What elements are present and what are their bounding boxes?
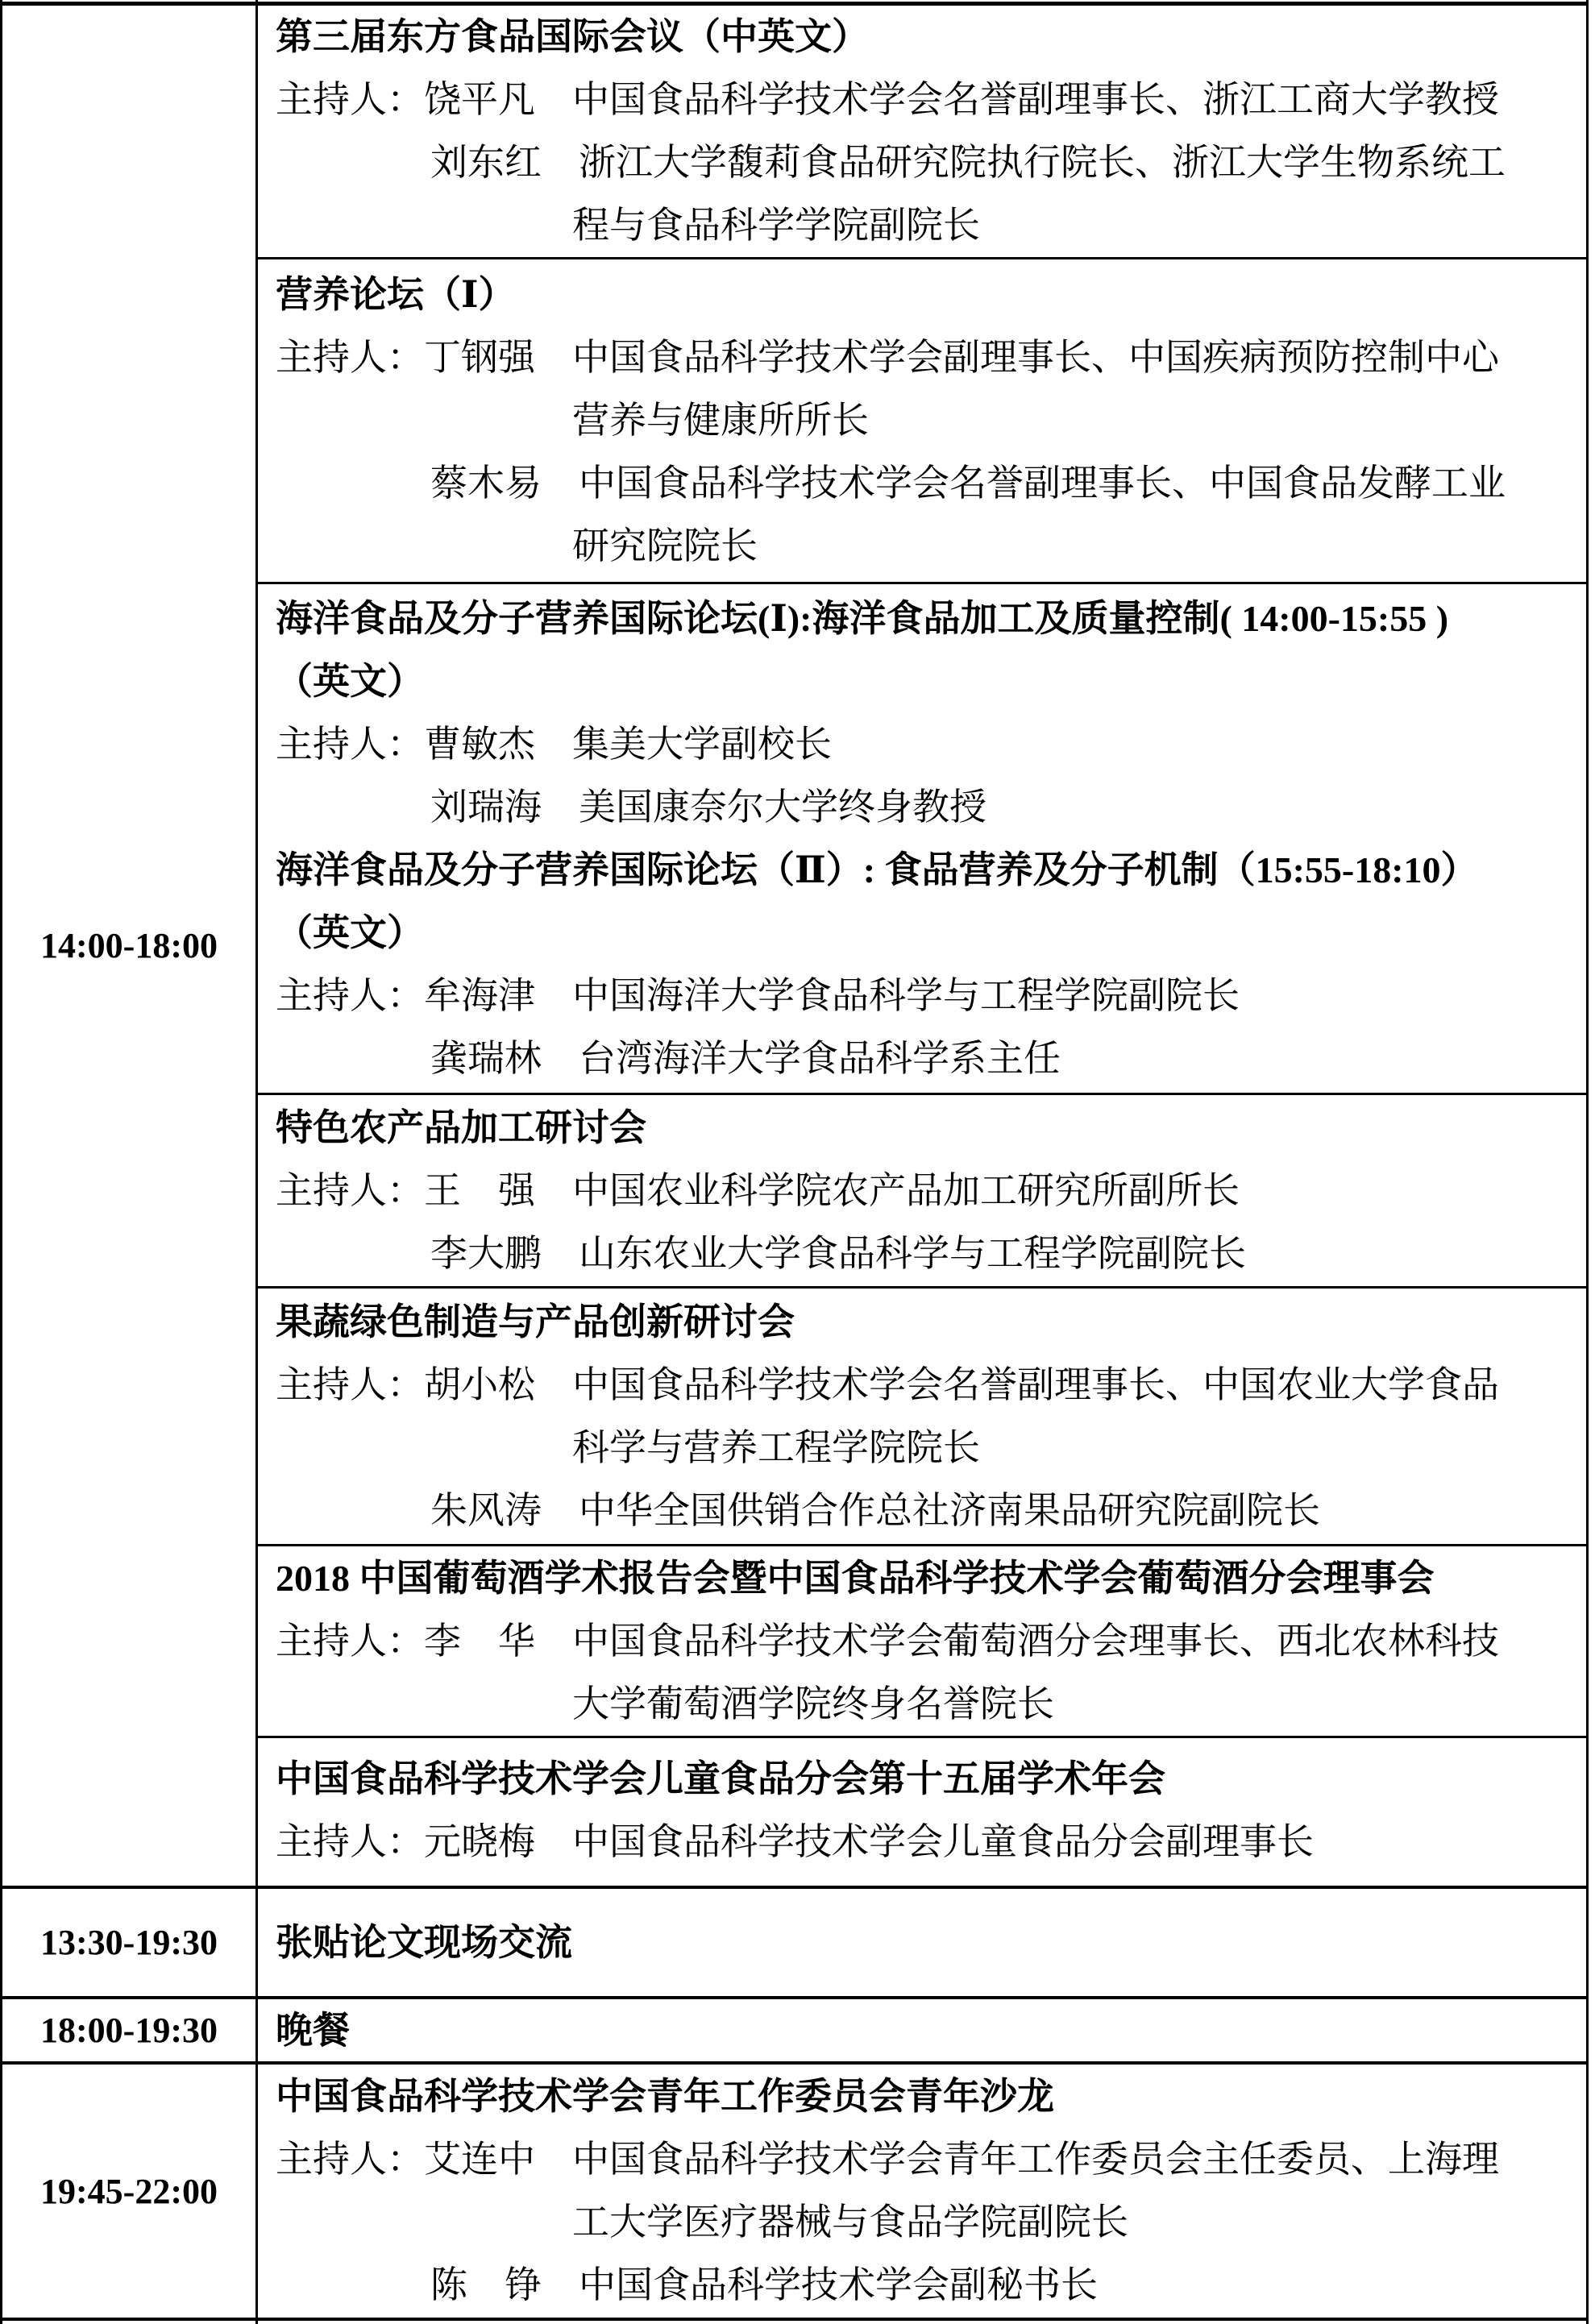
host-line: 主持人：丁钢强 中国食品科学技术学会副理事长、中国疾病预防控制中心 [276,337,1499,378]
host-name-line: 朱风涛 中华全国供销合作总社济南果品研究院副院长 [430,1489,1320,1531]
time-cell: 18:00-19:30 [2,1999,258,2061]
session-title-line: 海洋食品及分子营养国际论坛(Ⅰ):海洋食品加工及质量控制( 14:00-15:55 ) [276,597,1449,639]
table-bottom-sliver [2,2318,1586,2324]
time-column-sliver [2,2321,258,2324]
time-cell: 13:30-19:30 [2,1889,258,1996]
host-name-line: 陈 铮 中国食品科学技术学会副秘书长 [430,2264,1098,2305]
host-line: 主持人：曹敏杰 集美大学副校长 [276,723,832,765]
session-section [258,1736,1586,1883]
session-cell [258,1889,1586,1996]
session-cell [258,2065,1586,2318]
session-section [258,582,1586,1093]
host-name-line: 刘东红 浙江大学馥莉食品研究院执行院长、浙江大学生物系统工 [430,142,1506,183]
host-line: 主持人：饶平凡 中国食品科学技术学会名誉副理事长、浙江工商大学教授 [276,79,1499,120]
session-title-line: 中国食品科学技术学会青年工作委员会青年沙龙 [276,2076,1054,2117]
host-continuation-line: 营养与健康所所长 [572,400,869,441]
host-name-line: 龚瑞林 台湾海洋大学食品科学系主任 [430,1037,1061,1079]
session-title-line: （英文） [276,660,424,702]
content-column-sliver [258,2321,1586,2324]
host-name-line: 刘瑞海 美国康奈尔大学终身教授 [430,786,986,828]
host-name-line: 蔡木易 中国食品科学技术学会名誉副理事长、中国食品发酵工业 [430,463,1506,504]
time-cell: 14:00-18:00 [2,6,258,1886]
host-line: 主持人：牟海津 中国海洋大学食品科学与工程学院副院长 [276,974,1240,1016]
session-section [258,1999,1586,2061]
session-title-line: 果蔬绿色制造与产品创新研讨会 [276,1301,795,1343]
session-title-line: 2018 中国葡萄酒学术报告会暨中国食品科学技术学会葡萄酒分会理事会 [276,1557,1435,1599]
host-continuation-line: 大学葡萄酒学院终身名誉院长 [572,1683,1054,1724]
session-cell [258,1999,1586,2061]
session-title-line: 中国食品科学技术学会儿童食品分会第十五届学术年会 [276,1758,1165,1799]
time-cell: 19:45-22:00 [2,2065,258,2318]
session-section [258,257,1586,582]
host-line: 主持人：艾连中 中国食品科学技术学会青年工作委员会主任委员、上海理 [276,2139,1499,2180]
session-title-line: 张贴论文现场交流 [276,1921,572,1963]
session-title-line: （英文） [276,911,424,953]
session-title-line: 特色农产品加工研讨会 [276,1106,646,1148]
host-line: 主持人：胡小松 中国食品科学技术学会名誉副理事长、中国农业大学食品 [276,1363,1499,1405]
session-title-line: 营养论坛（Ⅰ） [276,274,516,315]
table-row [2,1996,1586,2061]
session-section [258,1889,1586,1996]
session-section [258,1093,1586,1286]
session-section [258,1286,1586,1544]
host-continuation-line: 工大学医疗器械与食品学院副院长 [572,2202,1128,2243]
session-section [258,1544,1586,1736]
session-section [258,2065,1586,2318]
session-section [258,6,1586,257]
session-title-line: 晚餐 [276,2010,350,2051]
host-line: 主持人：李 华 中国食品科学技术学会葡萄酒分会理事长、西北农林科技 [276,1620,1499,1662]
table-row [2,2,1586,1886]
host-line: 主持人：王 强 中国农业科学院农产品加工研究所副所长 [276,1169,1240,1211]
session-title-line: 海洋食品及分子营养国际论坛（Ⅱ）: 食品营养及分子机制（15:55-18:10） [276,849,1478,890]
session-title-line: 第三届东方食品国际会议（中英文） [276,16,869,57]
table-row [2,2061,1586,2318]
host-continuation-line: 科学与营养工程学院院长 [572,1426,980,1468]
host-line: 主持人：元晓梅 中国食品科学技术学会儿童食品分会副理事长 [276,1821,1314,1862]
table-row [2,1886,1586,1996]
session-cell [258,6,1586,1886]
host-continuation-line: 研究院院长 [572,525,758,566]
host-name-line: 李大鹏 山东农业大学食品科学与工程学院副院长 [430,1232,1246,1274]
host-continuation-line: 程与食品科学学院副院长 [572,205,980,246]
